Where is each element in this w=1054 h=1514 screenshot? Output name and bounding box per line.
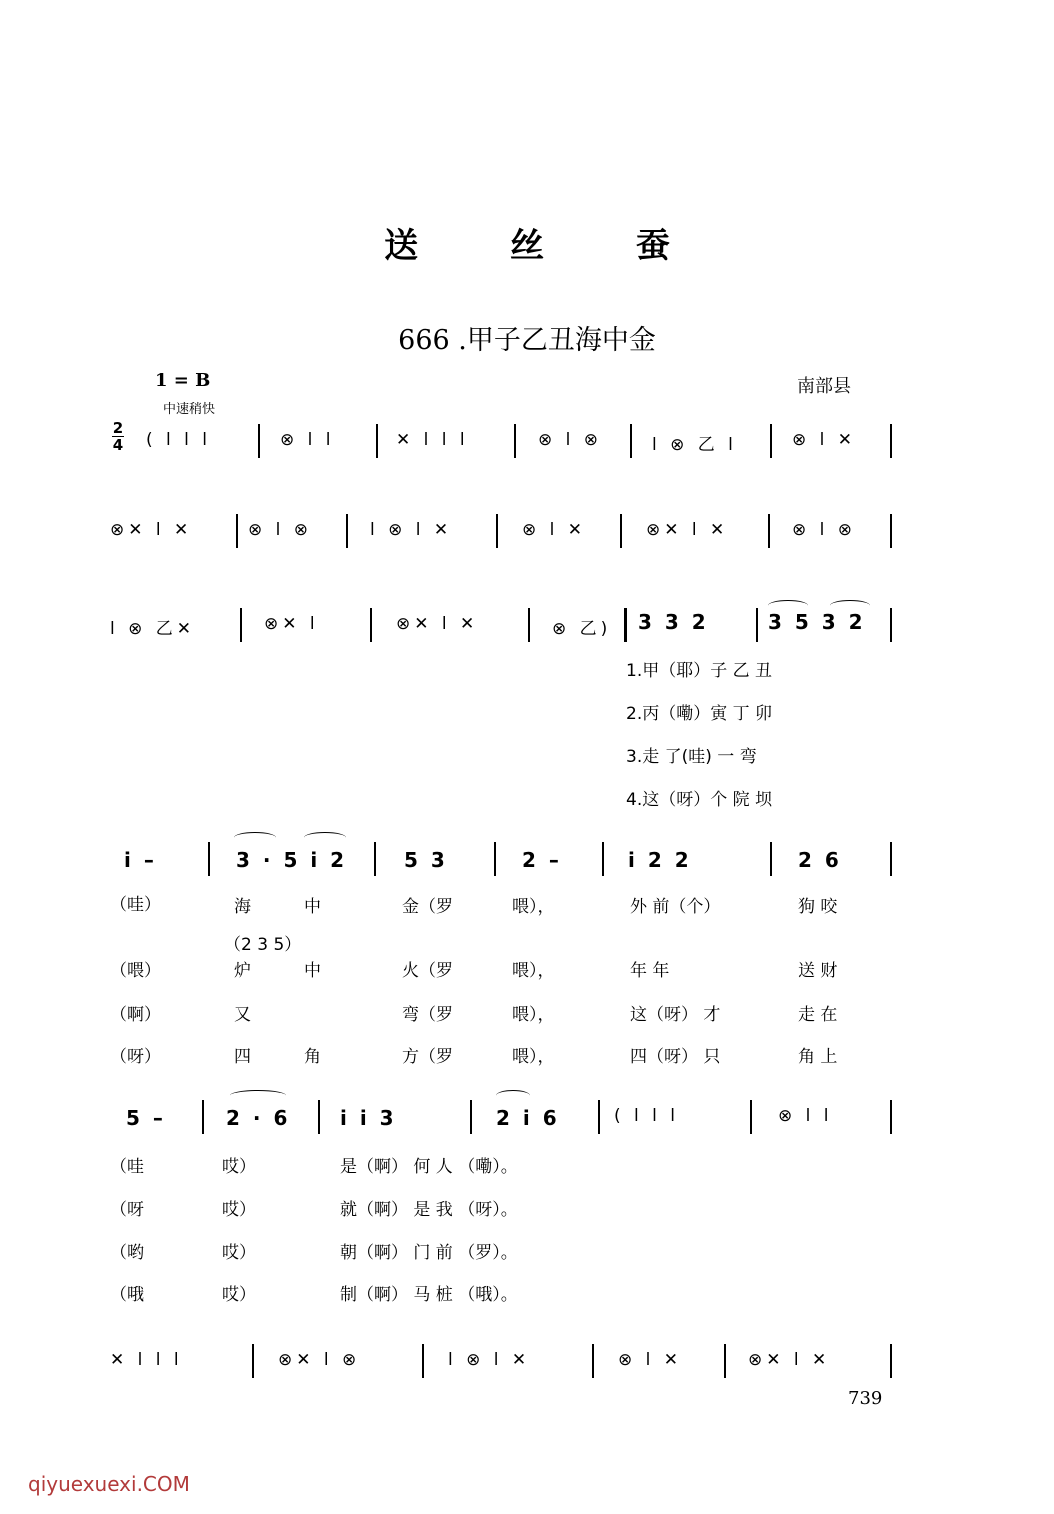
melody-measure: 5 – [126, 1106, 166, 1130]
melody-measure: 2 – [522, 848, 562, 872]
measure: ⊗ l ✕ [618, 1350, 683, 1370]
measure: ⊗ 乙) [552, 619, 612, 639]
measure: ( l l l [614, 1106, 680, 1126]
melody-measure: 2 · 6 [226, 1106, 291, 1130]
measure: ⊗ l ✕ [792, 430, 857, 450]
region-label: 南部县 [797, 376, 851, 397]
melody-measure: i i 3 [340, 1106, 397, 1130]
lyric-verse-4: 4.这（呀）个 院 坝 [626, 790, 773, 810]
measure: ⊗✕ l ✕ [646, 520, 729, 540]
melody-measure: 5 3 [404, 848, 448, 872]
percussion-line-1 [108, 430, 894, 466]
time-signature: 2 4 [112, 419, 124, 454]
melody-measure: 2 6 [798, 848, 842, 872]
measure: ⊗✕ l ✕ [396, 614, 479, 634]
lyric-verse-2: 2.丙（嘞）寅 丁 卯 [626, 704, 773, 724]
song-title: 666 .甲子乙丑海中金 [398, 325, 656, 356]
measure: ( l l l [146, 430, 212, 450]
measure: l ⊗ l ✕ [370, 520, 453, 540]
measure: l ⊗ l ✕ [448, 1350, 531, 1370]
melody-measure: 2 i 6 [496, 1106, 560, 1130]
melody-line-2 [108, 848, 894, 884]
page-title: 送 丝 蚕 [384, 226, 710, 266]
melody-line-3 [108, 1106, 894, 1142]
measure: ⊗✕ l [264, 614, 319, 634]
measure: ⊗✕ l ✕ [748, 1350, 831, 1370]
melody-measure: 3 5 3 2 [768, 610, 866, 634]
watermark: qiyuexuexi.COM [28, 1472, 190, 1496]
page-number: 739 [848, 1388, 883, 1409]
melody-measure: i 2 2 [628, 848, 692, 872]
alt-note: （2 3 5） [224, 935, 302, 955]
measure: ⊗✕ l ✕ [110, 520, 193, 540]
measure: ⊗ l ✕ [522, 520, 587, 540]
tempo-marking: 中速稍快 [163, 402, 216, 417]
measure: ⊗ l l [280, 430, 335, 450]
melody-measure: i – [124, 848, 157, 872]
percussion-line-2 [108, 520, 894, 556]
lyric-verse-3: 3.走 了(哇) 一 弯 [626, 747, 757, 767]
measure: l ⊗ 乙✕ [110, 619, 196, 639]
melody-measure: 3 3 2 [638, 610, 709, 634]
measure: ✕ l l l [110, 1350, 183, 1370]
measure: ⊗ l ⊗ [792, 520, 857, 540]
measure: ⊗ l ⊗ [538, 430, 603, 450]
measure: ✕ l l l [396, 430, 469, 450]
measure: ⊗✕ l ⊗ [278, 1350, 361, 1370]
key-signature: 1 = B [155, 370, 211, 391]
measure: ⊗ l l [778, 1106, 833, 1126]
percussion-line-4 [108, 1350, 894, 1386]
measure: ⊗ l ⊗ [248, 520, 313, 540]
melody-measure: 3 · 5 i 2 [236, 848, 348, 872]
measure: l ⊗ 乙 l [652, 435, 737, 455]
percussion-line-3 [108, 610, 894, 650]
lyric-verse-1: 1.甲（耶）子 乙 丑 [626, 661, 773, 681]
